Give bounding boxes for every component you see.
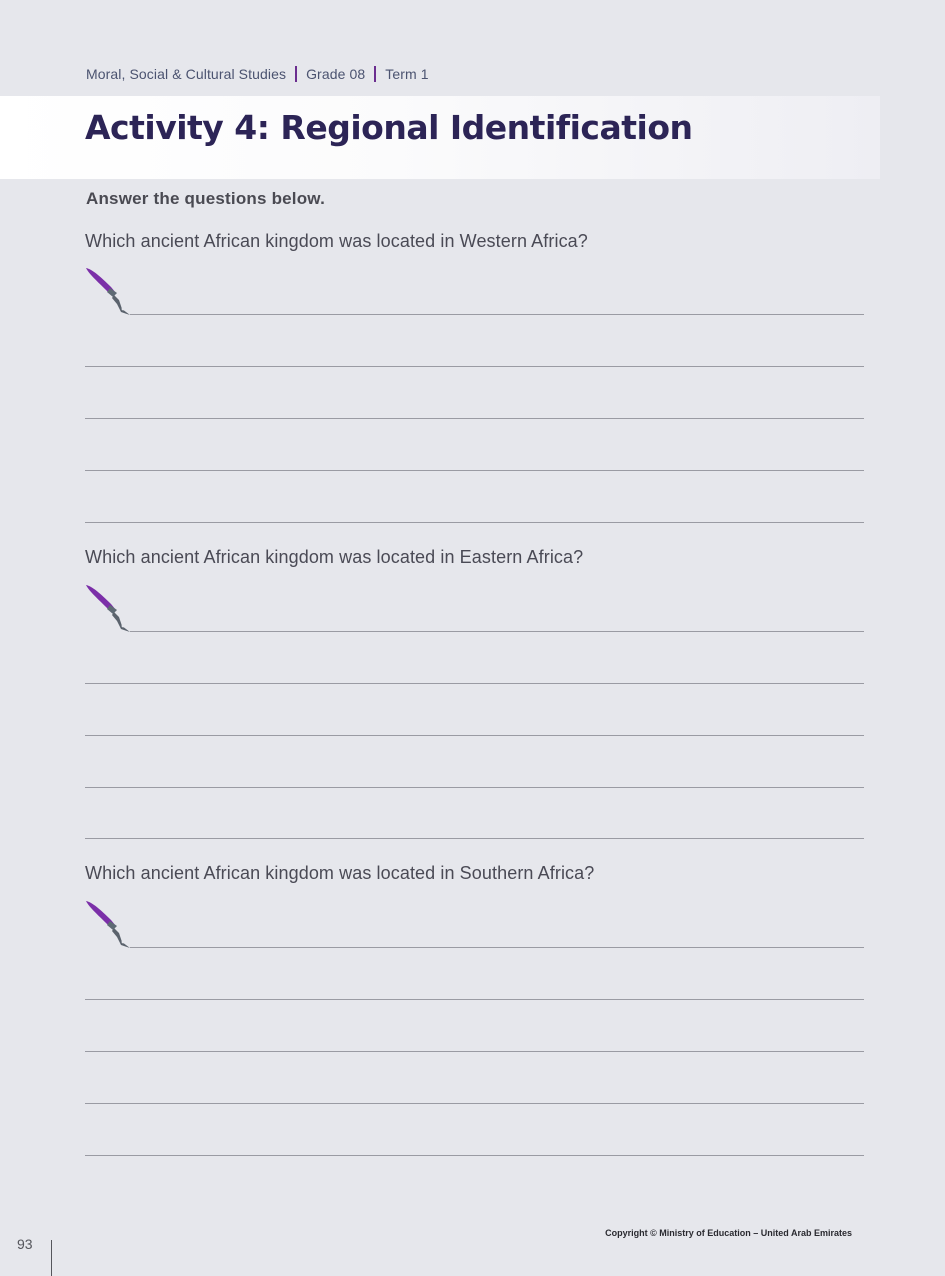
page-number-rule [51,1240,52,1276]
answer-line[interactable] [130,631,864,632]
copyright-notice: Copyright © Ministry of Education – United Arab Emirates [605,1228,852,1238]
answer-line[interactable] [85,1103,864,1104]
pen-icon [83,583,133,633]
instruction-text: Answer the questions below. [86,189,326,208]
question-2: Which ancient African kingdom was located in Eastern Africa? [85,547,584,567]
breadcrumb-term: Term 1 [385,66,429,82]
breadcrumb-grade: Grade 08 [306,66,366,82]
answer-line[interactable] [85,999,864,1000]
question-1: Which ancient African kingdom was located in Western Africa? [85,231,588,251]
answer-line[interactable] [85,1155,864,1156]
answer-line[interactable] [85,366,864,367]
breadcrumb-subject: Moral, Social & Cultural Studies [86,66,287,82]
answer-line[interactable] [85,735,864,736]
answer-line[interactable] [85,787,864,788]
breadcrumb-separator [374,66,376,82]
answer-line[interactable] [85,470,864,471]
pen-icon [83,266,133,316]
breadcrumb [86,66,429,82]
page-number: 93 [17,1236,33,1252]
answer-line[interactable] [85,1051,864,1052]
page-title: Activity 4: Regional Identification [85,108,693,147]
breadcrumb-separator [295,66,297,82]
answer-line[interactable] [85,838,864,839]
answer-line[interactable] [130,947,864,948]
answer-line[interactable] [85,418,864,419]
question-3: Which ancient African kingdom was located in Southern Africa? [85,863,595,883]
answer-line[interactable] [85,522,864,523]
answer-line[interactable] [85,683,864,684]
answer-line[interactable] [130,314,864,315]
pen-icon [83,899,133,949]
